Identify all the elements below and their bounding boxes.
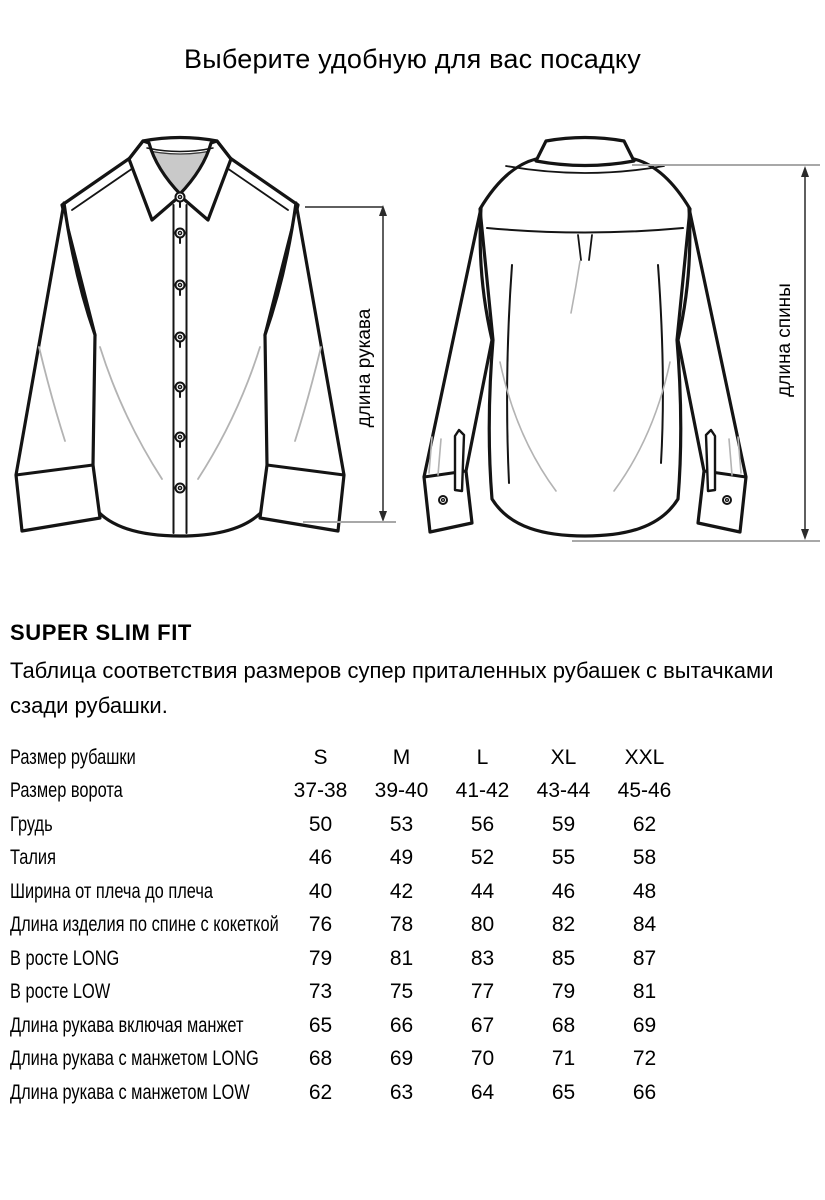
back-length-label: длина спины <box>774 283 795 397</box>
page-title: Выберите удобную для вас посадку <box>184 44 641 74</box>
row-value: 78 <box>389 913 414 937</box>
row-value: 69 <box>632 1013 657 1037</box>
row-value: 62 <box>308 1080 333 1104</box>
row-value: 79 <box>551 980 576 1004</box>
row-label: Длина рукава с манжетом LOW <box>10 1080 250 1104</box>
row-value: 65 <box>551 1080 576 1104</box>
row-label: Длина изделия по спине с кокеткой <box>10 913 279 937</box>
row-value: 58 <box>632 846 657 870</box>
table-row <box>10 842 815 876</box>
size-header-row <box>10 741 815 775</box>
row-value: 82 <box>551 913 576 937</box>
row-label: В росте LOW <box>10 980 111 1004</box>
row-value: 53 <box>389 812 414 836</box>
row-value: 59 <box>551 812 576 836</box>
row-value: 73 <box>308 980 333 1004</box>
size-column-header: S <box>313 745 328 769</box>
row-value: 40 <box>308 879 333 903</box>
row-value: 70 <box>470 1047 495 1071</box>
row-value: 66 <box>389 1013 414 1037</box>
row-label: Размер рубашки <box>10 745 136 769</box>
row-value: 44 <box>470 879 495 903</box>
table-row <box>10 909 815 943</box>
row-value: 83 <box>470 946 495 970</box>
row-label: Длина рукава с манжетом LONG <box>10 1047 259 1071</box>
back-shirt-drawing <box>424 138 746 537</box>
row-value: 55 <box>551 846 576 870</box>
table-row <box>10 1009 815 1043</box>
table-row <box>10 808 815 842</box>
table-row <box>10 875 815 909</box>
row-value: 62 <box>632 812 657 836</box>
row-value: 64 <box>470 1080 495 1104</box>
row-value: 37-38 <box>293 779 348 803</box>
fit-description <box>10 653 822 723</box>
row-value: 81 <box>389 946 414 970</box>
front-shirt-drawing <box>16 138 344 537</box>
row-value: 56 <box>470 812 495 836</box>
size-column-header: L <box>476 745 489 769</box>
row-value: 46 <box>308 846 333 870</box>
row-value: 84 <box>632 913 657 937</box>
row-value: 42 <box>389 879 414 903</box>
table-row <box>10 775 815 809</box>
sleeve-length-label: длина рукава <box>354 308 375 428</box>
row-value: 72 <box>632 1047 657 1071</box>
row-value: 71 <box>551 1047 576 1071</box>
row-value: 67 <box>470 1013 495 1037</box>
fit-description-line-1: Таблица соответствия размеров супер приталенных рубашек с вытачками <box>10 658 774 683</box>
size-table <box>10 741 815 1110</box>
row-value: 39-40 <box>374 779 429 803</box>
table-row <box>10 1043 815 1077</box>
row-value: 87 <box>632 946 657 970</box>
shirt-diagram <box>0 125 825 565</box>
row-label: Длина рукава включая манжет <box>10 1013 244 1037</box>
row-value: 69 <box>389 1047 414 1071</box>
row-value: 80 <box>470 913 495 937</box>
row-value: 65 <box>308 1013 333 1037</box>
fit-description-line-2: сзади рубашки. <box>10 693 168 718</box>
table-row <box>10 1076 815 1110</box>
fit-heading: SUPER SLIM FIT <box>10 620 192 645</box>
row-value: 41-42 <box>455 779 510 803</box>
row-value: 63 <box>389 1080 414 1104</box>
row-value: 75 <box>389 980 414 1004</box>
size-column-header: M <box>392 745 411 769</box>
row-value: 79 <box>308 946 333 970</box>
row-value: 45-46 <box>617 779 672 803</box>
row-value: 68 <box>551 1013 576 1037</box>
table-row <box>10 976 815 1010</box>
row-label: В росте LONG <box>10 946 120 970</box>
row-value: 77 <box>470 980 495 1004</box>
row-value: 76 <box>308 913 333 937</box>
row-label: Размер ворота <box>10 779 123 803</box>
row-value: 46 <box>551 879 576 903</box>
row-value: 81 <box>632 980 657 1004</box>
row-value: 52 <box>470 846 495 870</box>
size-column-header: XXL <box>624 745 665 769</box>
row-value: 66 <box>632 1080 657 1104</box>
row-value: 85 <box>551 946 576 970</box>
table-row <box>10 942 815 976</box>
row-value: 43-44 <box>536 779 591 803</box>
row-label: Ширина от плеча до плеча <box>10 879 213 903</box>
row-label: Грудь <box>10 812 53 836</box>
size-column-header: XL <box>550 745 577 769</box>
row-value: 48 <box>632 879 657 903</box>
row-label: Талия <box>10 846 56 870</box>
row-value: 50 <box>308 812 333 836</box>
row-value: 49 <box>389 846 414 870</box>
row-value: 68 <box>308 1047 333 1071</box>
